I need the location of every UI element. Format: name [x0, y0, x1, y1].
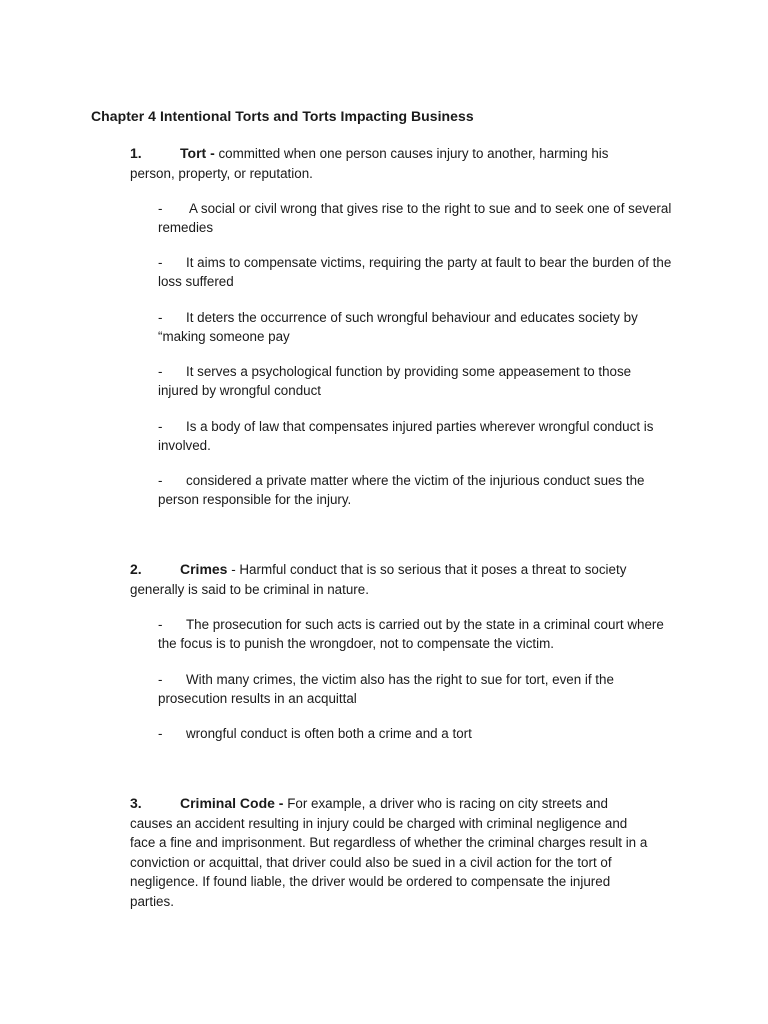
list-item-text: wrongful conduct is often both a crime and a tort — [186, 726, 472, 741]
list-item — [158, 670, 673, 709]
bullet-dash: - — [158, 201, 163, 216]
bullet-dash: - — [158, 364, 163, 379]
bullet-dash: - — [158, 419, 163, 434]
bullet-dash: - — [158, 255, 163, 270]
list-item — [158, 417, 673, 456]
list-item-text: It deters the occurrence of such wrongful behaviour and educates society by “making someone pay — [158, 310, 638, 345]
list-item — [158, 362, 673, 401]
bullet-dash: - — [158, 473, 163, 488]
list-item-text: considered a private matter where the victim of the injurious conduct sues the person responsible for the injury. — [158, 473, 645, 508]
list-item — [158, 615, 673, 654]
section-text: - Harmful conduct that is so serious that it poses a threat to society generally is said to be criminal in nature. — [130, 562, 627, 597]
section-number: 2. — [130, 561, 142, 577]
list-item-text: It aims to compensate victims, requiring the party at fault to bear the burden of the loss suffered — [158, 255, 672, 290]
list-item-text: With many crimes, the victim also has the right to sue for tort, even if the prosecution results in an acquittal — [158, 672, 614, 707]
list-item-text: It serves a psychological function by providing some appeasement to those injured by wrongful conduct — [158, 364, 632, 399]
list-item-text: The prosecution for such acts is carried out by the state in a criminal court where the focus is to punish the wrongdoer, not to compensate the victim. — [158, 617, 664, 652]
section-crimes — [130, 560, 650, 599]
list-item — [158, 253, 673, 292]
section-text: For example, a driver who is racing on city streets and causes an accident resulting in injury could be charged with criminal negligence and face a fine and imprisonment. But regardless of whether the criminal charges result in a conviction or acquittal, that driver could also be sued in a civil action for the tort of negligence. If found liable, the driver would be ordered to compensate the injured parties. — [130, 796, 648, 909]
section-text: committed when one person causes injury to another, harming his person, property, or reputation. — [130, 146, 609, 181]
section-criminal-code — [130, 794, 650, 911]
list-item — [158, 471, 673, 510]
list-item — [158, 308, 673, 347]
bullet-dash: - — [158, 726, 163, 741]
list-item-text: Is a body of law that compensates injured parties wherever wrongful conduct is involved. — [158, 419, 654, 454]
section-term: Tort - — [180, 145, 215, 161]
section-number: 3. — [130, 795, 142, 811]
bullet-dash: - — [158, 310, 163, 325]
list-item — [158, 199, 673, 238]
list-item — [158, 724, 673, 743]
section-term: Criminal Code - — [180, 795, 284, 811]
section-term: Crimes — [180, 561, 228, 577]
bullet-dash: - — [158, 617, 163, 632]
chapter-title: Chapter 4 Intentional Torts and Torts Impacting Business — [91, 108, 474, 124]
section-tort — [130, 144, 650, 183]
section-number: 1. — [130, 145, 142, 161]
list-item-text: A social or civil wrong that gives rise to the right to sue and to seek one of several remedies — [158, 201, 672, 236]
bullet-dash: - — [158, 672, 163, 687]
